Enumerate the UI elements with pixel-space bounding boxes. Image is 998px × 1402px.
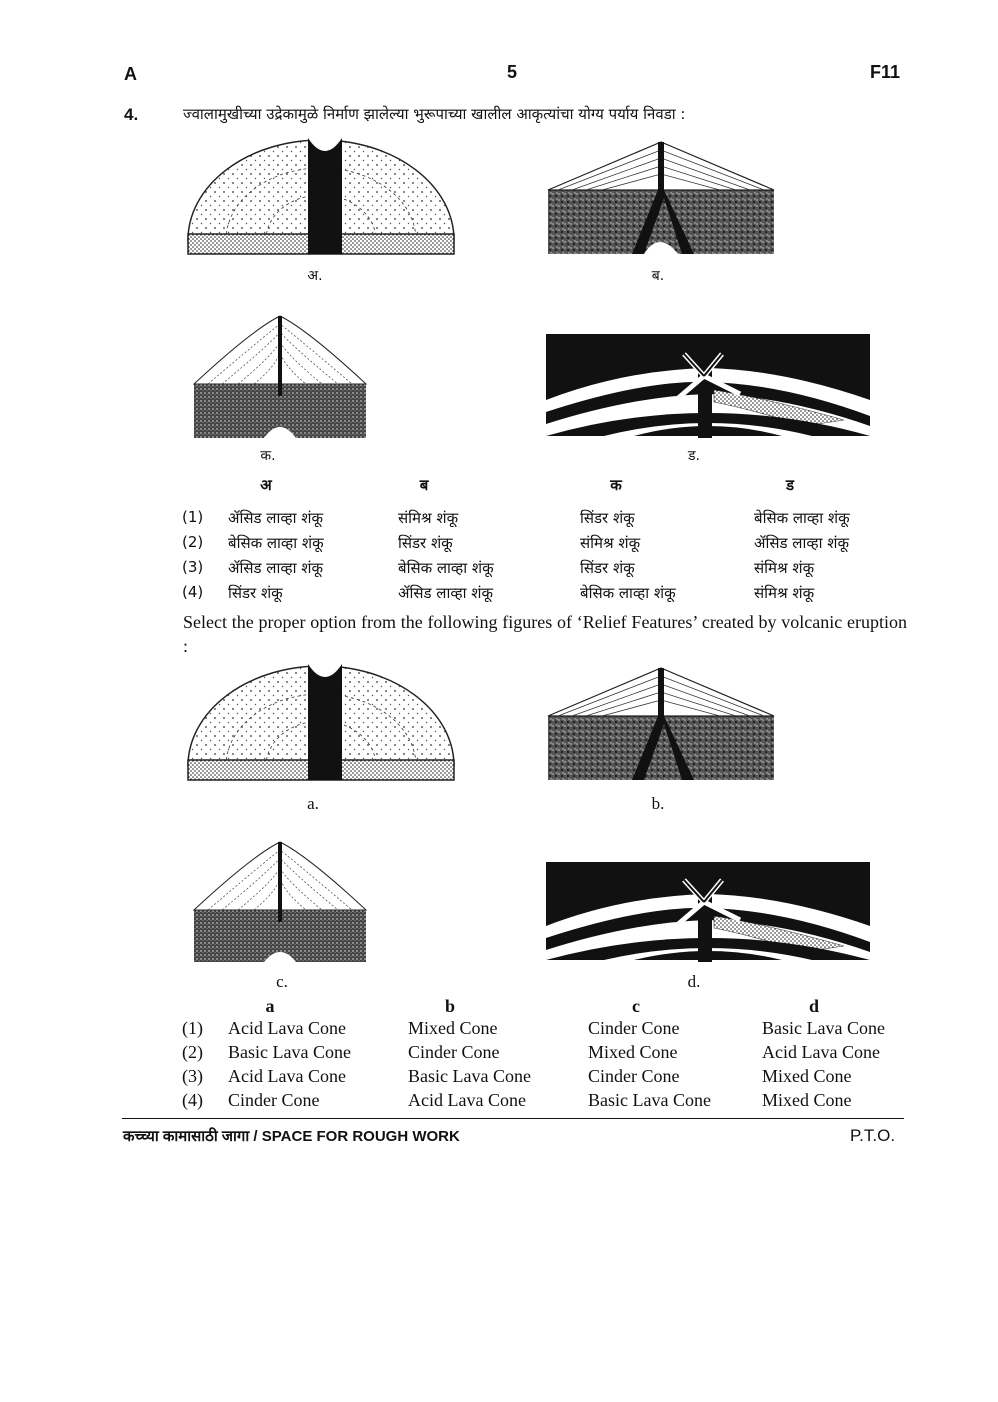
option-b: Cinder Cone [408, 1042, 500, 1062]
option-b: Acid Lava Cone [408, 1090, 526, 1110]
option-d: संमिश्र शंकू [754, 559, 815, 577]
marathi-option-2[interactable] [182, 533, 912, 557]
caption-d-english: d. [687, 972, 701, 991]
option-c: Mixed Cone [588, 1042, 678, 1062]
option-number: (3) [182, 558, 204, 576]
col-head-c-marathi: क [610, 476, 622, 494]
option-number: (1) [182, 1018, 203, 1038]
figure-basic-lava-cone-marathi [544, 330, 872, 438]
figure-mixed-cone-english [546, 664, 776, 782]
figure-acid-lava-cone-english [186, 662, 456, 782]
col-head-a-english: a [265, 996, 275, 1016]
option-c: Basic Lava Cone [588, 1090, 711, 1110]
option-a: सिंडर शंकू [228, 584, 283, 602]
option-b: Mixed Cone [408, 1018, 498, 1038]
caption-c-marathi: क. [260, 448, 276, 464]
option-number: (3) [182, 1066, 203, 1086]
option-d: Mixed Cone [762, 1090, 852, 1110]
option-number: (4) [182, 1090, 203, 1110]
english-option-4[interactable] [182, 1090, 912, 1114]
option-a: Acid Lava Cone [228, 1066, 346, 1086]
col-head-b-marathi: ब [419, 476, 429, 494]
col-head-c-english: c [632, 996, 640, 1016]
caption-c-english: c. [276, 972, 288, 991]
col-head-d-english: d [808, 996, 819, 1016]
option-d: संमिश्र शंकू [754, 584, 815, 602]
question-number: 4. [124, 105, 139, 124]
option-c: Cinder Cone [588, 1066, 680, 1086]
option-a: बेसिक लाव्हा शंकू [228, 534, 324, 552]
option-c: सिंडर शंकू [580, 509, 635, 527]
option-a: Acid Lava Cone [228, 1018, 346, 1038]
question-text-marathi: ज्वालामुखीच्या उद्रेकामुळे निर्माण झालेल्या भुरूपाच्या खालील आकृत्यांचा योग्य पर्याय निवडा : [183, 105, 686, 123]
option-b: सिंडर शंकू [398, 534, 453, 552]
option-c: सिंडर शंकू [580, 559, 635, 577]
caption-a-english: a. [307, 794, 319, 813]
option-d: ॲसिड लाव्हा शंकू [754, 534, 850, 552]
option-d: बेसिक लाव्हा शंकू [754, 509, 850, 527]
option-c: बेसिक लाव्हा शंकू [580, 584, 676, 602]
english-option-2[interactable] [182, 1042, 912, 1066]
option-number: (4) [182, 583, 204, 601]
option-number: (2) [182, 533, 204, 551]
rough-work-label: कच्च्या कामासाठी जागा / SPACE FOR ROUGH WORK [123, 1128, 460, 1145]
marathi-option-1[interactable] [182, 508, 912, 532]
caption-b-marathi: ब. [651, 268, 665, 284]
marathi-option-4[interactable] [182, 583, 912, 607]
option-a: ॲसिड लाव्हा शंकू [228, 509, 324, 527]
question-text-english: Select the proper option from the following figures of ‘Relief Features’ created by volcanic eruption : [183, 612, 907, 656]
col-head-d-marathi: ड [785, 476, 795, 494]
footer-rule [122, 1118, 904, 1119]
option-number: (1) [182, 508, 204, 526]
col-head-a-marathi: अ [260, 476, 272, 494]
option-b: Basic Lava Cone [408, 1066, 531, 1086]
option-d: Basic Lava Cone [762, 1018, 885, 1038]
col-head-b-english: b [444, 996, 455, 1016]
figure-acid-lava-cone-marathi [186, 136, 456, 256]
page-number: 5 [507, 62, 518, 82]
option-a: Basic Lava Cone [228, 1042, 351, 1062]
option-c: Cinder Cone [588, 1018, 680, 1038]
set-label: A [124, 64, 137, 84]
option-d: Acid Lava Cone [762, 1042, 880, 1062]
caption-d-marathi: ड. [688, 448, 700, 464]
option-d: Mixed Cone [762, 1066, 852, 1086]
english-option-1[interactable] [182, 1018, 912, 1042]
figure-cinder-cone-marathi [192, 312, 368, 440]
marathi-option-3[interactable] [182, 558, 912, 582]
option-number: (2) [182, 1042, 203, 1062]
option-a: Cinder Cone [228, 1090, 320, 1110]
figure-cinder-cone-english [192, 838, 368, 964]
english-option-3[interactable] [182, 1066, 912, 1090]
caption-b-english: b. [651, 794, 665, 813]
paper-code: F11 [870, 62, 901, 82]
option-b: ॲसिड लाव्हा शंकू [398, 584, 494, 602]
caption-a-marathi: अ. [307, 268, 323, 284]
option-a: ॲसिड लाव्हा शंकू [228, 559, 324, 577]
option-b: संमिश्र शंकू [398, 509, 459, 527]
figure-basic-lava-cone-english [544, 858, 872, 962]
option-c: संमिश्र शंकू [580, 534, 641, 552]
figure-mixed-cone-marathi [546, 138, 776, 256]
option-b: बेसिक लाव्हा शंकू [398, 559, 494, 577]
pto-label: P.T.O. [850, 1126, 896, 1145]
